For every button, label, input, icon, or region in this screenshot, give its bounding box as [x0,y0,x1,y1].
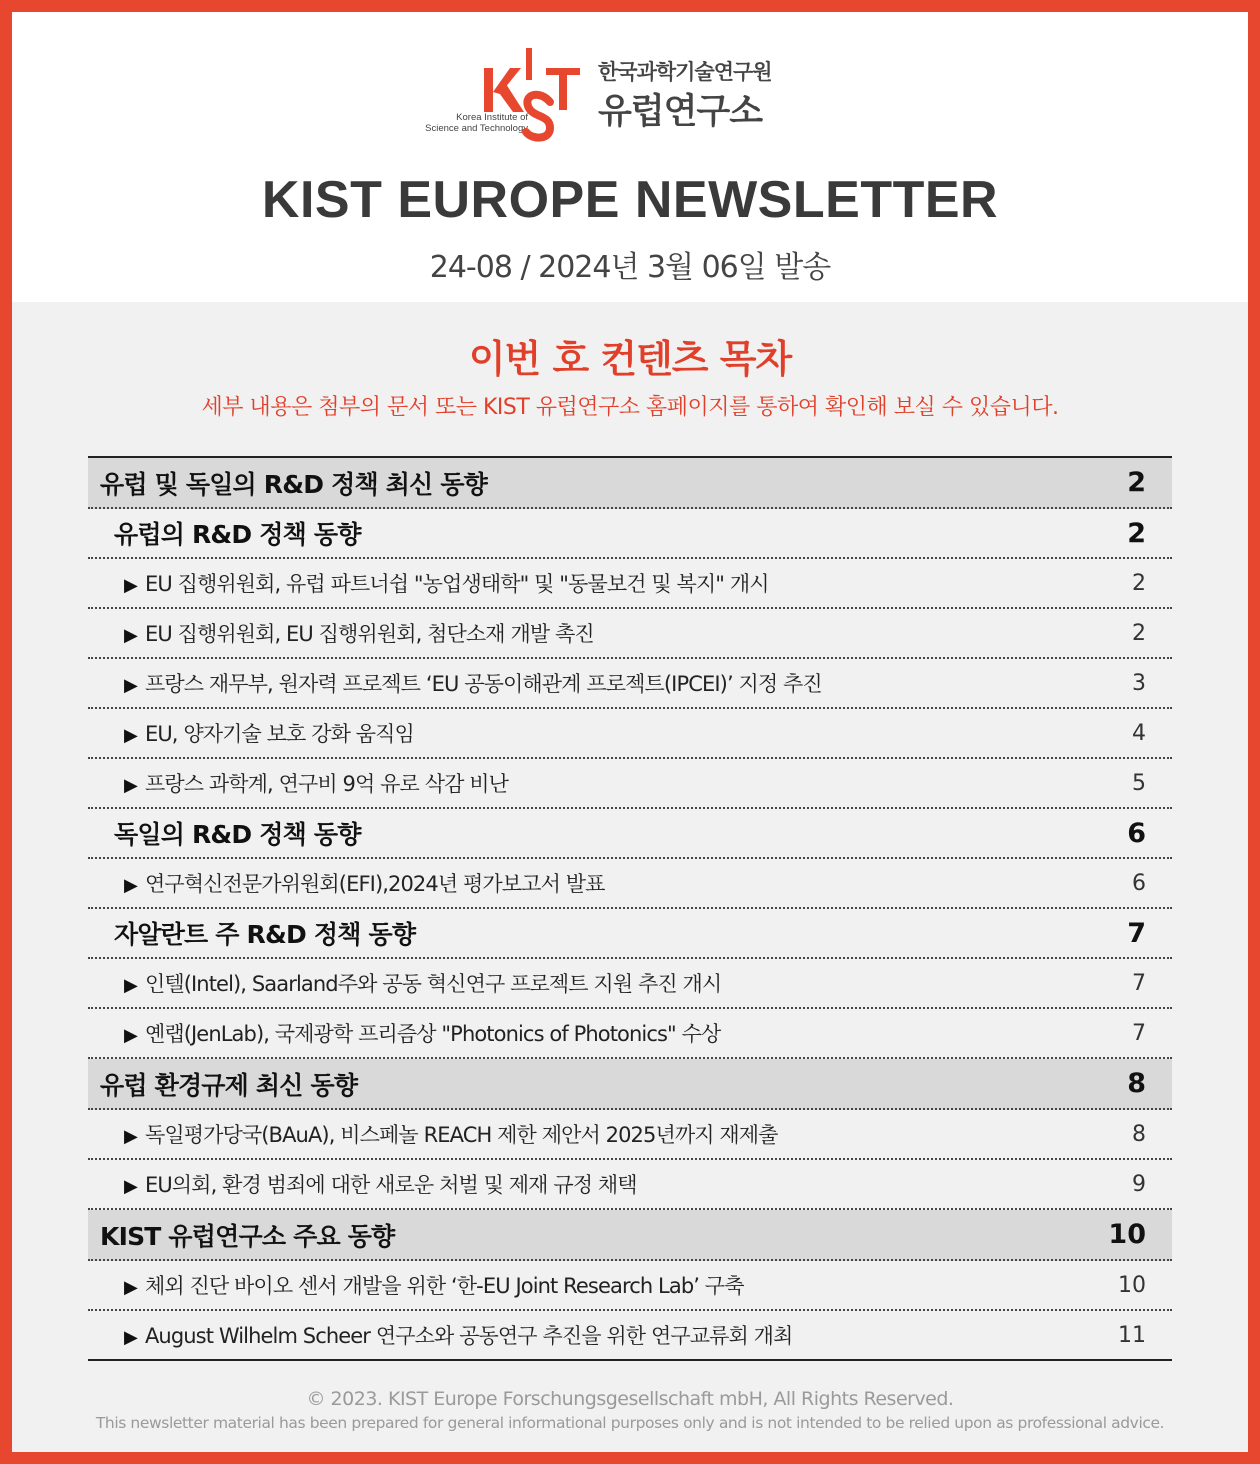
toc-item-row[interactable] [88,859,1172,909]
toc-row-label: 옌랩(JenLab), 국제광학 프리즘상 "Photonics of Photonics" 수상 [144,1022,721,1046]
newsletter-frame [12,12,1248,1452]
toc-row-page: 2 [1127,467,1146,498]
toc-row-label: EU, 양자기술 보호 강화 움직임 [144,722,414,746]
toc-row-label: 체외 진단 바이오 센서 개발을 위한 ‘한-EU Joint Research Lab’ 구축 [144,1274,744,1298]
triangle-bullet-icon: ▶ [124,1176,137,1197]
copyright-notice: © 2023. KIST Europe Forschungsgesellschaft mbH, All Rights Reserved. [306,1388,954,1410]
toc-row-page: 5 [1132,770,1146,796]
toc-row-page: 8 [1132,1121,1146,1147]
toc-heading: 이번 호 컨텐츠 목차 [468,337,792,381]
toc-row-label: EU의회, 환경 범죄에 대한 새로운 처벌 및 제재 규정 채택 [144,1173,637,1197]
toc-row-label: 프랑스 과학계, 연구비 9억 유로 삭감 비난 [144,772,509,796]
toc-subsection-row[interactable] [88,809,1172,859]
toc-item-row[interactable] [88,959,1172,1009]
toc-row-page: 2 [1132,570,1146,596]
toc-row-label: 유럽 환경규제 최신 동향 [100,1070,358,1100]
toc-row-label: 연구혁신전문가위원회(EFI),2024년 평가보고서 발표 [144,872,605,896]
toc-item-row[interactable] [88,1311,1172,1361]
toc-row-label: KIST 유럽연구소 주요 동향 [100,1221,395,1251]
toc-row-page: 10 [1108,1219,1146,1250]
triangle-bullet-icon: ▶ [124,675,137,696]
toc-row-label: August Wilhelm Scheer 연구소와 공동연구 추진을 위한 연구교류회 개최 [144,1324,793,1348]
toc-row-page: 7 [1132,1020,1146,1046]
table-of-contents [88,456,1172,1361]
toc-row-label: 독일평가당국(BAuA), 비스페놀 REACH 제한 제안서 2025년까지 재제출 [144,1123,778,1147]
toc-item-row[interactable] [88,609,1172,659]
triangle-bullet-icon: ▶ [124,975,137,996]
toc-row-label: 독일의 R&D 정책 동향 [114,820,361,849]
triangle-bullet-icon: ▶ [124,1277,137,1298]
toc-subsection-row[interactable] [88,909,1172,959]
triangle-bullet-icon: ▶ [124,725,137,746]
toc-row-page: 7 [1132,970,1146,996]
toc-section-row[interactable] [88,1059,1172,1110]
toc-section-row[interactable] [88,1210,1172,1261]
toc-row-page: 3 [1132,670,1146,696]
toc-row-label: 유럽의 R&D 정책 동향 [114,520,361,549]
toc-row-page: 9 [1132,1171,1146,1197]
toc-row-page: 6 [1132,870,1146,896]
toc-row-page: 10 [1118,1272,1146,1298]
triangle-bullet-icon: ▶ [124,1126,137,1147]
triangle-bullet-icon: ▶ [124,1025,137,1046]
toc-description: 세부 내용은 첨부의 문서 또는 KIST 유럽연구소 홈페이지를 통하여 확인해 보실 수 있습니다. [201,395,1059,420]
newsletter-title: KIST EUROPE NEWSLETTER [261,171,999,229]
triangle-bullet-icon: ▶ [124,575,137,596]
toc-row-page: 2 [1132,620,1146,646]
triangle-bullet-icon: ▶ [124,1327,137,1348]
toc-item-row[interactable] [88,1160,1172,1210]
toc-row-page: 6 [1127,817,1146,849]
toc-item-row[interactable] [88,1110,1172,1160]
toc-row-label: 프랑스 재무부, 원자력 프로젝트 ‘EU 공동이해관계 프로젝트(IPCEI)’ 지정 추진 [144,672,822,696]
toc-row-page: 8 [1127,1068,1146,1099]
toc-item-row[interactable] [88,559,1172,609]
toc-row-page: 4 [1132,720,1146,746]
triangle-bullet-icon: ▶ [124,875,137,896]
triangle-bullet-icon: ▶ [124,625,137,646]
toc-row-label: EU 집행위원회, EU 집행위원회, 첨단소재 개발 촉진 [144,622,594,646]
toc-item-row[interactable] [88,709,1172,759]
issue-date: 24-08 / 2024년 3월 06일 발송 [429,250,831,285]
toc-subsection-row[interactable] [88,509,1172,559]
toc-item-row[interactable] [88,1261,1172,1311]
logo-korean-name: 한국과학기술연구원 [598,60,772,84]
toc-item-row[interactable] [88,1009,1172,1059]
kist-logo [402,40,802,150]
toc-row-page: 2 [1127,517,1146,549]
toc-row-label: 자알란트 주 R&D 정책 동향 [114,920,416,949]
toc-row-label: EU 집행위원회, 유럽 파트너쉽 "농업생태학" 및 "동물보건 및 복지" 개시 [144,572,769,596]
disclaimer: This newsletter material has been prepared for general informational purposes only and is not intended to be relied upon as professional advice. [95,1414,1165,1432]
kist-logo-mark [480,40,592,146]
toc-section-row[interactable] [88,458,1172,509]
logo-korean-subname: 유럽연구소 [598,92,763,132]
toc-row-label: 유럽 및 독일의 R&D 정책 최신 동향 [100,469,488,499]
toc-row-label: 인텔(Intel), Saarland주와 공동 혁신연구 프로젝트 지원 추진 개시 [144,972,722,996]
toc-item-row[interactable] [88,659,1172,709]
toc-item-row[interactable] [88,759,1172,809]
triangle-bullet-icon: ▶ [124,775,137,796]
header [12,12,1248,302]
logo-english-name: Korea Institute of Science and Technology [425,112,528,134]
toc-row-page: 11 [1118,1322,1146,1348]
toc-row-page: 7 [1127,917,1146,949]
